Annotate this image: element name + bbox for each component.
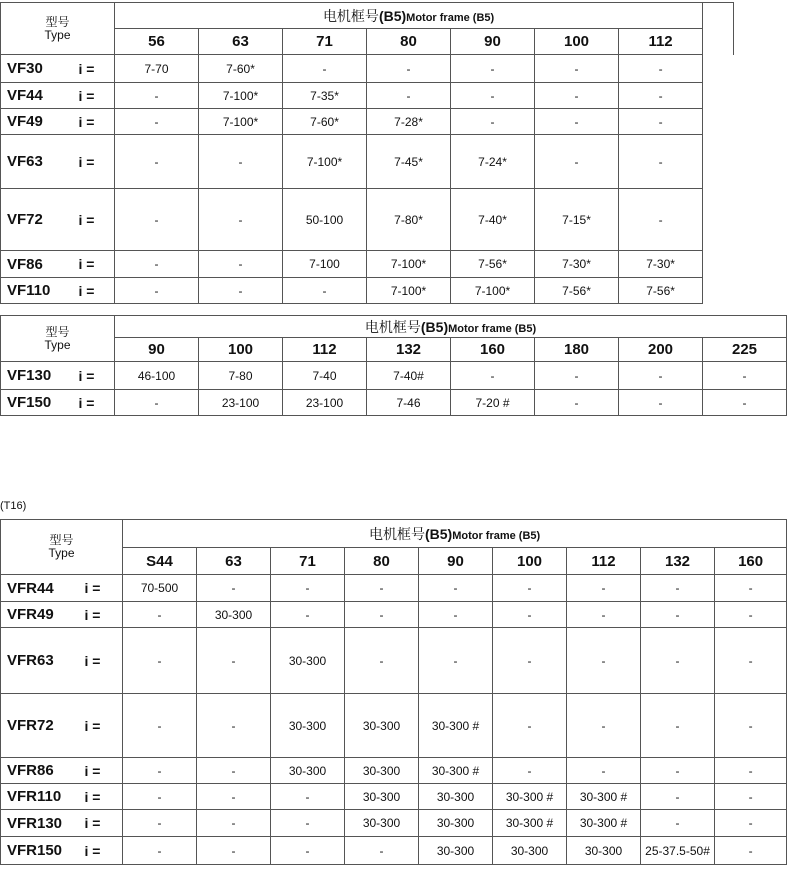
ratio-value-cell: - [115, 251, 199, 278]
table-code-label: (T16) [0, 500, 27, 512]
frame-header-cell: 100 [199, 338, 283, 362]
frame-header-cell: 56 [115, 29, 199, 55]
ratio-value-cell: - [419, 575, 493, 602]
ratio-value-cell: - [199, 251, 283, 278]
model-cell: VFR49 [1, 602, 83, 628]
ratio-value-cell: - [123, 628, 197, 694]
ratio-value-cell: - [535, 135, 619, 189]
ratio-value-cell: 30-300 [345, 694, 419, 758]
ratio-value-cell: - [641, 694, 715, 758]
model-cell: VF150 [1, 390, 77, 416]
ratio-value-cell: - [619, 109, 703, 135]
ratio-value-cell: - [493, 575, 567, 602]
frame-header-cell: S44 [123, 548, 197, 575]
table-row [1, 575, 787, 602]
frame-header-cell: 112 [283, 338, 367, 362]
frame-header-cell: 112 [567, 548, 641, 575]
ratio-value-cell: - [123, 784, 197, 810]
ratio-value-cell: - [715, 758, 787, 784]
ratio-value-cell: 7-80 [199, 362, 283, 390]
motor-frame-header-b5: (B5) [424, 525, 453, 542]
ratio-label-cell: i = [83, 784, 123, 810]
ratio-value-cell: 50-100 [283, 189, 367, 251]
ratio-value-cell: - [567, 602, 641, 628]
frame-header-cell: 132 [367, 338, 451, 362]
model-cell: VF44 [1, 83, 77, 109]
ratio-value-cell: - [619, 390, 703, 416]
ratio-value-cell: - [199, 135, 283, 189]
frame-header-cell: 180 [535, 338, 619, 362]
ratio-value-cell: - [115, 189, 199, 251]
ratio-value-cell: - [451, 55, 535, 83]
table2-body [1, 362, 787, 416]
model-cell: VFR150 [1, 837, 83, 865]
frame-header-cell: 160 [451, 338, 535, 362]
ratio-value-cell: 30-300 [419, 810, 493, 837]
table-row [1, 189, 734, 251]
ratio-value-cell: - [567, 575, 641, 602]
ratio-value-cell: - [271, 602, 345, 628]
ratio-value-cell: 7-60* [283, 109, 367, 135]
table-row [1, 602, 787, 628]
table-row [1, 278, 734, 304]
frame-header-cell: 200 [619, 338, 703, 362]
table-row [1, 362, 787, 390]
ratio-value-cell: 7-70 [115, 55, 199, 83]
ratio-label-cell: i = [77, 109, 115, 135]
ratio-value-cell: 7-40# [367, 362, 451, 390]
ratio-label-cell: i = [77, 278, 115, 304]
ratio-value-cell: 7-100* [367, 251, 451, 278]
ratio-value-cell: - [345, 837, 419, 865]
ratio-value-cell: - [493, 758, 567, 784]
ratio-value-cell: - [567, 758, 641, 784]
ratio-value-cell: - [345, 628, 419, 694]
ratio-value-cell: 7-80* [367, 189, 451, 251]
ratio-label-cell: i = [83, 628, 123, 694]
model-cell: VF110 [1, 278, 77, 304]
ratio-value-cell: - [199, 278, 283, 304]
motor-frame-header-cn: 电机框号 [368, 525, 425, 542]
type-header-en: Type [48, 546, 75, 560]
ratio-value-cell: 30-300 # [419, 758, 493, 784]
table-row [1, 135, 734, 189]
ratio-value-cell: - [641, 575, 715, 602]
motor-frame-header-en: Motor frame (B5) [406, 11, 495, 24]
ratio-value-cell: - [197, 810, 271, 837]
ratio-label-cell: i = [77, 362, 115, 390]
model-cell: VFR86 [1, 758, 83, 784]
ratio-value-cell: - [715, 837, 787, 865]
ratio-label-cell: i = [77, 83, 115, 109]
ratio-value-cell: - [115, 390, 199, 416]
ratio-value-cell: 30-300 [271, 758, 345, 784]
ratio-value-cell: - [493, 602, 567, 628]
ratio-value-cell: - [619, 83, 703, 109]
ratio-value-cell: - [283, 278, 367, 304]
ratio-value-cell: - [715, 628, 787, 694]
ratio-value-cell: - [367, 83, 451, 109]
ratio-value-cell: 46-100 [115, 362, 199, 390]
ratio-value-cell: 30-300 # [493, 810, 567, 837]
ratio-value-cell: - [345, 575, 419, 602]
ratio-value-cell: - [367, 55, 451, 83]
ratio-value-cell: - [715, 784, 787, 810]
ratio-value-cell: 25-37.5-50# [641, 837, 715, 865]
type-header-en: Type [44, 337, 71, 352]
ratio-value-cell: 7-46 [367, 390, 451, 416]
ratio-label-cell: i = [77, 189, 115, 251]
ratio-value-cell: - [641, 758, 715, 784]
frame-header-cell: 63 [199, 29, 283, 55]
motor-frame-header-cn: 电机框号 [364, 318, 421, 335]
ratio-label-cell: i = [83, 575, 123, 602]
ratio-value-cell: - [715, 575, 787, 602]
ratio-label-cell: i = [83, 837, 123, 865]
ratio-value-cell: 30-300 [419, 837, 493, 865]
ratio-value-cell: - [619, 55, 703, 83]
model-cell: VF130 [1, 362, 77, 390]
type-header-en: Type [44, 27, 71, 42]
table-row [1, 628, 787, 694]
ratio-value-cell: 30-300 [345, 784, 419, 810]
frame-header-cell: 63 [197, 548, 271, 575]
frame-header-cell: 80 [367, 29, 451, 55]
ratio-value-cell: - [123, 758, 197, 784]
ratio-value-cell: 7-28* [367, 109, 451, 135]
frame-header-cell: 100 [493, 548, 567, 575]
type-header-cn: 型号 [45, 14, 70, 29]
frame-header-cell: 71 [283, 29, 367, 55]
ratio-value-cell: 7-15* [535, 189, 619, 251]
frame-header-cell: 132 [641, 548, 715, 575]
motor-frame-header-b5: (B5) [420, 318, 449, 335]
ratio-value-cell: - [715, 694, 787, 758]
ratio-value-cell: - [451, 109, 535, 135]
ratio-value-cell: - [641, 810, 715, 837]
ratio-value-cell: - [115, 278, 199, 304]
type-header-cn: 型号 [49, 533, 74, 547]
motor-frame-header-b5: (B5) [378, 7, 407, 24]
ratio-value-cell: 30-300 [493, 837, 567, 865]
ratio-value-cell: - [123, 602, 197, 628]
table-row [1, 758, 787, 784]
table-row [1, 694, 787, 758]
model-cell: VFR110 [1, 784, 83, 810]
ratio-value-cell: 7-100* [451, 278, 535, 304]
ratio-value-cell: - [115, 83, 199, 109]
ratio-value-cell: 30-300 [345, 810, 419, 837]
frame-header-cell: 90 [451, 29, 535, 55]
ratio-value-cell: - [345, 602, 419, 628]
model-cell: VF30 [1, 55, 77, 83]
ratio-value-cell: 7-100* [199, 109, 283, 135]
table-row [1, 390, 787, 416]
ratio-value-cell: 23-100 [283, 390, 367, 416]
ratio-value-cell: - [567, 694, 641, 758]
motor-frame-header-en: Motor frame (B5) [452, 529, 541, 542]
ratio-value-cell: 30-300 [567, 837, 641, 865]
type-header [1, 520, 123, 575]
frame-header-cell: 100 [535, 29, 619, 55]
ratio-value-cell: 30-300 # [567, 810, 641, 837]
ratio-value-cell: - [419, 602, 493, 628]
ratio-value-cell: - [493, 628, 567, 694]
ratio-value-cell: 70-500 [123, 575, 197, 602]
ratio-value-cell: 30-300 # [419, 694, 493, 758]
table-row [1, 55, 734, 83]
ratio-value-cell: 7-20 # [451, 390, 535, 416]
ratio-label-cell: i = [77, 55, 115, 83]
ratio-value-cell: 7-100* [283, 135, 367, 189]
ratio-value-cell: - [619, 189, 703, 251]
ratio-value-cell: 7-24* [451, 135, 535, 189]
ratio-value-cell: 7-30* [619, 251, 703, 278]
ratio-value-cell: - [641, 628, 715, 694]
ratio-value-cell: - [535, 109, 619, 135]
ratio-value-cell: 7-56* [451, 251, 535, 278]
ratio-value-cell: - [123, 810, 197, 837]
ratio-value-cell: - [703, 390, 787, 416]
ratio-label-cell: i = [77, 390, 115, 416]
ratio-value-cell: 30-300 [271, 628, 345, 694]
ratio-value-cell: - [123, 694, 197, 758]
ratio-value-cell: 7-45* [367, 135, 451, 189]
frame-header-cell: 225 [703, 338, 787, 362]
ratio-value-cell: - [567, 628, 641, 694]
ratio-value-cell: 7-35* [283, 83, 367, 109]
table-row [1, 109, 734, 135]
ratio-value-cell: 7-30* [535, 251, 619, 278]
ratio-label-cell: i = [83, 694, 123, 758]
type-header [1, 316, 115, 362]
ratio-value-cell: 7-56* [535, 278, 619, 304]
ratio-value-cell: - [197, 694, 271, 758]
ratio-value-cell: - [419, 628, 493, 694]
model-cell: VFR72 [1, 694, 83, 758]
ratio-label-cell: i = [83, 758, 123, 784]
ratio-value-cell: - [197, 837, 271, 865]
ratio-value-cell: - [271, 837, 345, 865]
ratio-value-cell: - [271, 784, 345, 810]
ratio-value-cell: - [115, 135, 199, 189]
ratio-value-cell: 7-100* [367, 278, 451, 304]
ratio-value-cell: - [535, 362, 619, 390]
ratio-value-cell: - [703, 362, 787, 390]
model-cell: VFR44 [1, 575, 83, 602]
ratio-value-cell: - [197, 758, 271, 784]
ratio-table-vfr [0, 519, 787, 865]
ratio-value-cell: - [641, 602, 715, 628]
frame-row [1, 338, 787, 362]
ratio-value-cell: - [451, 362, 535, 390]
motor-frame-header [123, 520, 787, 548]
table-row [1, 251, 734, 278]
ratio-value-cell: - [535, 390, 619, 416]
ratio-value-cell: - [197, 628, 271, 694]
ratio-value-cell: 7-100 [283, 251, 367, 278]
frame-header-cell: 90 [115, 338, 199, 362]
ratio-value-cell: 7-40* [451, 189, 535, 251]
frame-header-cell: 112 [619, 29, 703, 55]
blank-column [703, 3, 734, 55]
table-row [1, 810, 787, 837]
motor-frame-header [115, 3, 703, 29]
motor-frame-header [115, 316, 787, 338]
table-row [1, 837, 787, 865]
frame-header-cell: 71 [271, 548, 345, 575]
ratio-value-cell: - [199, 189, 283, 251]
ratio-value-cell: 30-300 # [567, 784, 641, 810]
ratio-value-cell: - [197, 575, 271, 602]
type-header [1, 3, 115, 55]
model-cell: VF72 [1, 189, 77, 251]
ratio-value-cell: - [197, 784, 271, 810]
frame-header-cell: 90 [419, 548, 493, 575]
ratio-value-cell: 30-300 [197, 602, 271, 628]
frame-header-cell: 160 [715, 548, 787, 575]
table1-body [1, 55, 734, 304]
table-row [1, 784, 787, 810]
ratio-value-cell: 7-40 [283, 362, 367, 390]
ratio-value-cell: - [451, 83, 535, 109]
ratio-value-cell: - [115, 109, 199, 135]
ratio-value-cell: - [535, 83, 619, 109]
ratio-label-cell: i = [83, 602, 123, 628]
ratio-value-cell: 23-100 [199, 390, 283, 416]
ratio-value-cell: 7-56* [619, 278, 703, 304]
ratio-value-cell: - [619, 135, 703, 189]
ratio-value-cell: 30-300 [419, 784, 493, 810]
ratio-label-cell: i = [77, 251, 115, 278]
ratio-value-cell: 30-300 [271, 694, 345, 758]
ratio-value-cell: - [283, 55, 367, 83]
ratio-table-vf [0, 2, 734, 304]
model-cell: VF49 [1, 109, 77, 135]
ratio-value-cell: - [641, 784, 715, 810]
model-cell: VF63 [1, 135, 77, 189]
ratio-value-cell: - [271, 810, 345, 837]
motor-frame-header-cn: 电机框号 [322, 7, 379, 24]
table3-body [1, 575, 787, 865]
ratio-value-cell: 7-100* [199, 83, 283, 109]
type-header-cn: 型号 [45, 324, 70, 339]
motor-frame-header-en: Motor frame (B5) [448, 322, 537, 335]
model-cell: VFR63 [1, 628, 83, 694]
ratio-value-cell: - [535, 55, 619, 83]
ratio-value-cell: - [715, 810, 787, 837]
table-row [1, 83, 734, 109]
ratio-value-cell: - [715, 602, 787, 628]
ratio-value-cell: - [493, 694, 567, 758]
ratio-value-cell: - [619, 362, 703, 390]
ratio-value-cell: - [271, 575, 345, 602]
model-cell: VF86 [1, 251, 77, 278]
ratio-value-cell: 30-300 [345, 758, 419, 784]
model-cell: VFR130 [1, 810, 83, 837]
ratio-value-cell: - [123, 837, 197, 865]
ratio-value-cell: 30-300 # [493, 784, 567, 810]
ratio-label-cell: i = [77, 135, 115, 189]
frame-header-cell: 80 [345, 548, 419, 575]
ratio-table-vf-large [0, 315, 787, 416]
ratio-label-cell: i = [83, 810, 123, 837]
ratio-value-cell: 7-60* [199, 55, 283, 83]
